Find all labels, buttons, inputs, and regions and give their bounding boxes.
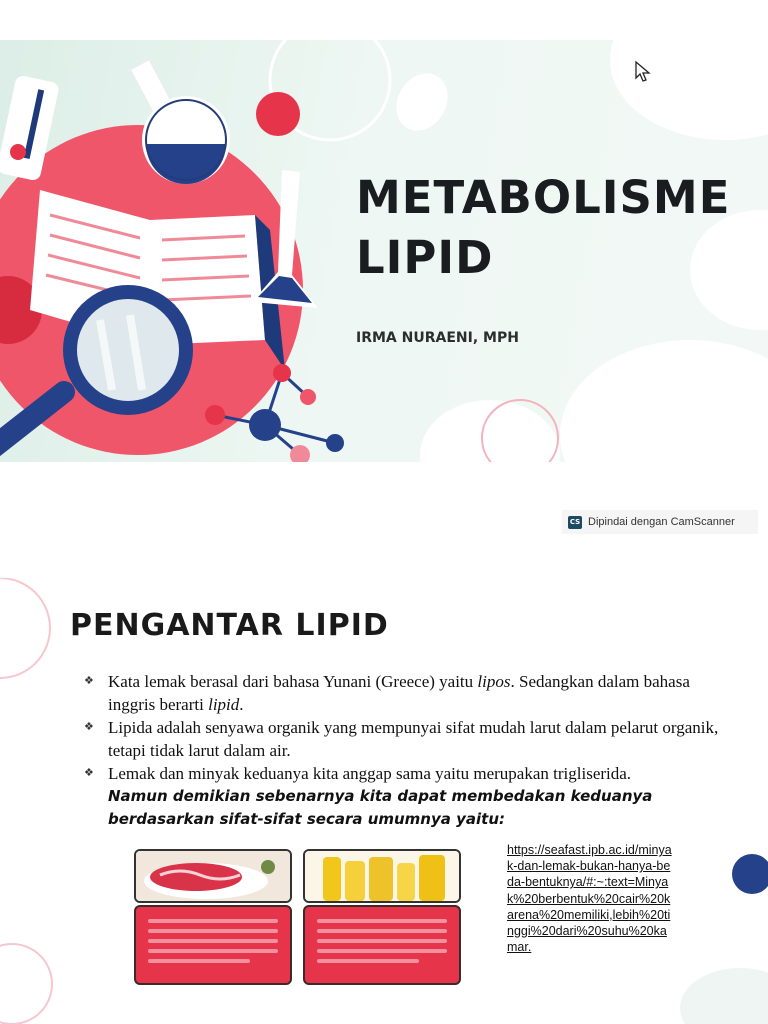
bullet-note: Namun demikian sebenarnya kita dapat membedakan keduanya berdasarkan sifat-sifat secara umumnya yaitu: xyxy=(108,787,653,828)
blurred-text-line xyxy=(148,949,278,953)
title-line-1: METABOLISME xyxy=(356,171,731,224)
cursor-icon xyxy=(636,62,649,81)
blurred-text-line xyxy=(148,939,278,943)
slide-title: PENGANTAR LIPID xyxy=(70,608,389,643)
content-slide xyxy=(0,578,768,1024)
fat-meat-image xyxy=(134,849,292,903)
term-lipid: lipid xyxy=(208,695,240,714)
fat-description-box xyxy=(134,905,292,985)
blurred-text-line xyxy=(148,929,278,933)
source-link[interactable]: https://seafast.ipb.ac.id/minyak-dan-lemak-bukan-hanya-beda-bentuknya/#:~:text=Minyak%20berbentuk%20cair%20karena%20memiliki,lebih%20tinggi%20dari%20suhu%20kamar. xyxy=(507,843,672,955)
presentation-title xyxy=(356,168,730,288)
bullet-item xyxy=(84,670,724,716)
bullet-text: Kata lemak berasal dari bahasa Yunani (Greece) yaitu xyxy=(108,672,478,691)
ring-decoration xyxy=(0,578,50,678)
blurred-text-line xyxy=(317,939,447,943)
blurred-text-line xyxy=(148,919,278,923)
bullet-text: . xyxy=(239,695,244,714)
blurred-text-line xyxy=(317,959,419,963)
bullet-item xyxy=(84,762,724,831)
ring-decoration xyxy=(482,400,558,462)
camscanner-label: Dipindai dengan CamScanner xyxy=(588,516,735,528)
cloud-shape xyxy=(680,968,768,1024)
title-slide xyxy=(0,40,768,462)
cooking-oil-image xyxy=(303,849,461,903)
camscanner-logo-icon: CS xyxy=(568,516,582,529)
blurred-text-line xyxy=(317,919,447,923)
blurred-text-line xyxy=(317,929,447,933)
blurred-text-line xyxy=(148,959,250,963)
title-line-2: LIPID xyxy=(356,231,494,284)
bullet-item xyxy=(84,716,724,762)
bullet-text: Lemak dan minyak keduanya kita anggap sama yaitu merupakan trigliserida. xyxy=(108,764,632,783)
oil-description-box xyxy=(303,905,461,985)
navy-dot xyxy=(732,854,768,894)
blurred-text-line xyxy=(317,949,447,953)
bullet-list xyxy=(84,670,724,831)
bullet-text: . Sedangkan dalam bahasa inggris berarti xyxy=(108,672,690,714)
term-lipos: lipos xyxy=(477,672,511,691)
camscanner-watermark xyxy=(562,510,758,534)
molecule-ball xyxy=(256,92,300,136)
ring-decoration xyxy=(0,944,52,1024)
bullet-text: Lipida adalah senyawa organik yang mempunyai sifat mudah larut dalam pelarut organik, tetapi tidak larut dalam air. xyxy=(108,718,719,760)
author-name: IRMA NURAENI, MPH xyxy=(356,330,519,346)
